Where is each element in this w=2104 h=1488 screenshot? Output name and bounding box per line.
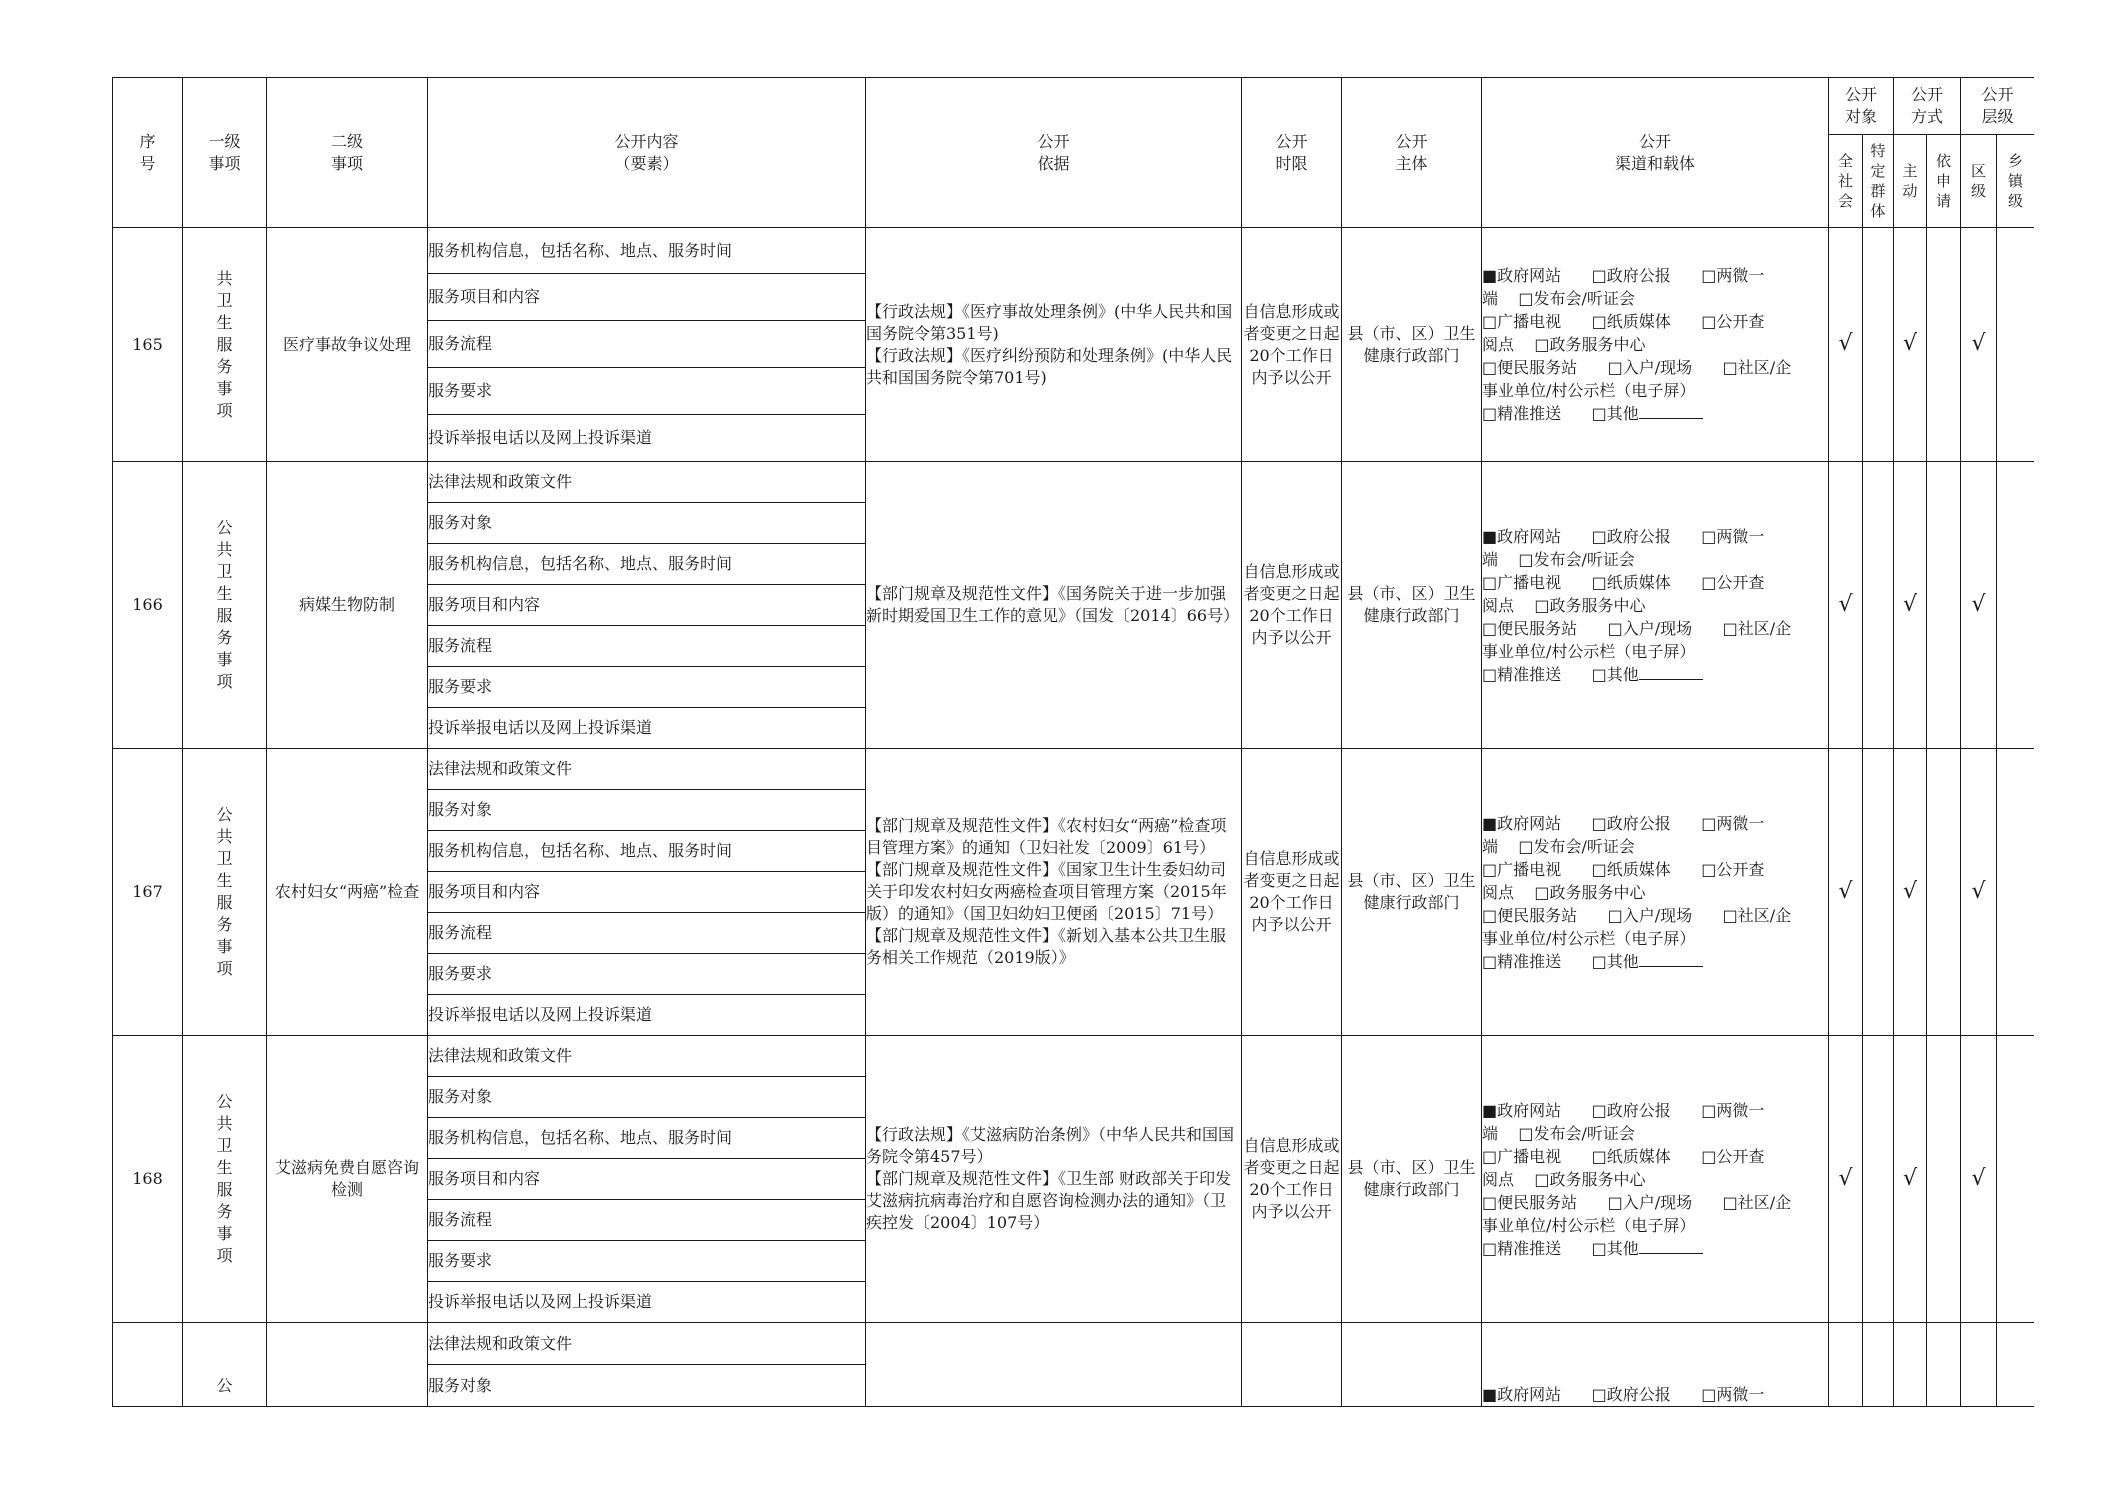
row-subject: 县（市、区）卫生健康行政部门 bbox=[1342, 462, 1482, 749]
row-mark-cell bbox=[1863, 1323, 1894, 1407]
header-level-town: 乡镇级 bbox=[1997, 135, 2034, 228]
channel-line: □精准推送 □其他 bbox=[1482, 402, 1828, 425]
content-item: 服务机构信息，包括名称、地点、服务时间 bbox=[428, 544, 866, 585]
content-item: 法律法规和政策文件 bbox=[428, 1036, 866, 1077]
row-subject: 县（市、区）卫生健康行政部门 bbox=[1342, 1036, 1482, 1323]
row-mark-cell bbox=[1997, 1323, 2034, 1407]
channel-line: 事业单位/村公示栏（电子屏） bbox=[1482, 381, 1696, 400]
channel-line: 阅点 □政务服务中心 bbox=[1482, 595, 1646, 615]
header-method-active: 主动 bbox=[1894, 135, 1927, 228]
row-level1: 公共卫生服务事项 bbox=[183, 749, 267, 1036]
row-channels bbox=[1482, 228, 1829, 462]
row-level1: 公共卫生服务事项 bbox=[183, 1036, 267, 1323]
row-basis: 【行政法规】《医疗事故处理条例》(中华人民共和国国务院令第351号) 【行政法规】《医疗纠纷预防和处理条例》(中华人民共和国国务院令第701号) bbox=[866, 228, 1242, 462]
row-seq: 168 bbox=[113, 1036, 183, 1323]
content-item: 服务要求 bbox=[428, 667, 866, 708]
content-item: 投诉举报电话以及网上投诉渠道 bbox=[428, 995, 866, 1036]
header-level1: 一级事项 bbox=[183, 78, 267, 228]
content-item: 服务项目和内容 bbox=[428, 585, 866, 626]
table-row bbox=[113, 228, 2035, 274]
row-seq bbox=[113, 1323, 183, 1407]
check-mark: √ bbox=[1903, 878, 1918, 904]
header-basis: 公开 依据 bbox=[866, 78, 1242, 228]
content-item: 服务流程 bbox=[428, 626, 866, 667]
content-item: 服务对象 bbox=[428, 1365, 866, 1407]
check-active bbox=[1894, 228, 1927, 462]
blank-line bbox=[1639, 952, 1703, 967]
row-mark-cell bbox=[1961, 1323, 1997, 1407]
check-mark: √ bbox=[1971, 878, 1986, 904]
table-row bbox=[113, 1036, 2035, 1077]
row-mark-cell bbox=[1927, 1323, 1961, 1407]
check-apply bbox=[1927, 228, 1961, 462]
content-item: 法律法规和政策文件 bbox=[428, 462, 866, 503]
check-mark: √ bbox=[1971, 1165, 1986, 1191]
header-target-group: 公开 对象 bbox=[1829, 78, 1894, 135]
channel-line: □广播电视 □纸质媒体 □公开查 bbox=[1482, 859, 1765, 879]
header-subject: 公开 主体 bbox=[1342, 78, 1482, 228]
blank-line bbox=[1639, 1239, 1703, 1254]
disclosure-table bbox=[112, 77, 2034, 1420]
check-all bbox=[1829, 228, 1863, 462]
content-item: 投诉举报电话以及网上投诉渠道 bbox=[428, 708, 866, 749]
channel-line: □精准推送 □其他 bbox=[1482, 663, 1828, 686]
check-district bbox=[1961, 749, 1997, 1036]
header-method-group: 公开 方式 bbox=[1894, 78, 1961, 135]
channel-line: □便民服务站 □入户/现场 □社区/企 bbox=[1482, 618, 1792, 638]
content-item: 投诉举报电话以及网上投诉渠道 bbox=[428, 1282, 866, 1323]
header-level-district: 区级 bbox=[1961, 135, 1997, 228]
channel-line: 事业单位/村公示栏（电子屏） bbox=[1482, 928, 1696, 948]
channel-line: □广播电视 □纸质媒体 □公开查 bbox=[1482, 312, 1765, 331]
row-level2: 医疗事故争议处理 bbox=[267, 228, 428, 462]
check-mark: √ bbox=[1838, 591, 1853, 617]
content-item: 法律法规和政策文件 bbox=[428, 749, 866, 790]
header-target-specific: 特定群体 bbox=[1863, 135, 1894, 228]
row-channels bbox=[1482, 1036, 1829, 1323]
row-subject bbox=[1342, 1323, 1482, 1407]
content-item: 服务流程 bbox=[428, 321, 866, 368]
channel-line: □广播电视 □纸质媒体 □公开查 bbox=[1482, 572, 1765, 592]
row-time: 自信息形成或者变更之日起20个工作日内予以公开 bbox=[1242, 462, 1342, 749]
check-mark: √ bbox=[1971, 331, 1986, 356]
check-apply bbox=[1927, 749, 1961, 1036]
check-specific bbox=[1863, 462, 1894, 749]
header-method-apply: 依申请 bbox=[1927, 135, 1961, 228]
row-subject: 县（市、区）卫生健康行政部门 bbox=[1342, 749, 1482, 1036]
check-mark: √ bbox=[1903, 1165, 1918, 1191]
channel-line: 端 □发布会/听证会 bbox=[1482, 836, 1635, 856]
row-mark-cell bbox=[1894, 1323, 1927, 1407]
channel-line: 阅点 □政务服务中心 bbox=[1482, 1169, 1646, 1189]
check-town bbox=[1997, 462, 2034, 749]
table-row bbox=[113, 749, 2035, 790]
row-seq: 165 bbox=[113, 228, 183, 462]
row-time: 自信息形成或者变更之日起20个工作日内予以公开 bbox=[1242, 749, 1342, 1036]
check-all bbox=[1829, 749, 1863, 1036]
row-time: 自信息形成或者变更之日起20个工作日内予以公开 bbox=[1242, 228, 1342, 462]
row-level1: 公 bbox=[183, 1323, 267, 1407]
check-district bbox=[1961, 1036, 1997, 1323]
channel-line: 事业单位/村公示栏（电子屏） bbox=[1482, 1215, 1696, 1235]
content-item: 法律法规和政策文件 bbox=[428, 1323, 866, 1365]
header-level-group: 公开 层级 bbox=[1961, 78, 2034, 135]
header-time: 公开 时限 bbox=[1242, 78, 1342, 228]
row-channels bbox=[1482, 749, 1829, 1036]
row-level1: 公共卫生服务事项 bbox=[183, 462, 267, 749]
row-basis: 【部门规章及规范性文件】《农村妇女“两癌”检查项目管理方案》的通知（卫妇社发〔2009〕61号） 【部门规章及规范性文件】《国家卫生计生委妇幼司关于印发农村妇女两癌检查项目管理方案（2015年版）的通知》（国卫妇幼妇卫便函〔2015〕71号） 【部门规章及规范性文件】《新划入基本公共卫生服务相关工作规范（2019版）》 bbox=[866, 749, 1242, 1036]
row-channels bbox=[1482, 1323, 1829, 1407]
header-channel: 公开 渠道和载体 bbox=[1482, 78, 1829, 228]
content-item: 服务项目和内容 bbox=[428, 274, 866, 321]
check-mark: √ bbox=[1903, 591, 1918, 617]
row-mark-cell bbox=[1829, 1323, 1863, 1407]
channel-line: 阅点 □政务服务中心 bbox=[1482, 335, 1646, 354]
check-mark: √ bbox=[1838, 878, 1853, 904]
channel-line: □精准推送 □其他 bbox=[1482, 1237, 1828, 1260]
content-item: 服务机构信息，包括名称、地点、服务时间 bbox=[428, 228, 866, 274]
content-item: 服务要求 bbox=[428, 368, 866, 415]
row-level2 bbox=[267, 1323, 428, 1407]
content-item: 服务机构信息，包括名称、地点、服务时间 bbox=[428, 1118, 866, 1159]
row-level2: 农村妇女“两癌”检查 bbox=[267, 749, 428, 1036]
check-all bbox=[1829, 462, 1863, 749]
row-channels bbox=[1482, 462, 1829, 749]
content-item: 服务要求 bbox=[428, 1241, 866, 1282]
check-specific bbox=[1863, 749, 1894, 1036]
channel-line: ■政府网站 □政府公报 □两微一 bbox=[1482, 1100, 1765, 1120]
channel-line: □便民服务站 □入户/现场 □社区/企 bbox=[1482, 1192, 1792, 1212]
content-item: 服务对象 bbox=[428, 790, 866, 831]
blank-line bbox=[1639, 665, 1703, 680]
check-mark: √ bbox=[1838, 1165, 1853, 1191]
channel-line: ■政府网站 □政府公报 □两微一 bbox=[1482, 1385, 1765, 1404]
check-mark: √ bbox=[1838, 331, 1853, 356]
check-town bbox=[1997, 228, 2034, 462]
channel-line: □便民服务站 □入户/现场 □社区/企 bbox=[1482, 905, 1792, 925]
content-item: 服务要求 bbox=[428, 954, 866, 995]
check-apply bbox=[1927, 1036, 1961, 1323]
check-apply bbox=[1927, 462, 1961, 749]
table-row bbox=[113, 462, 2035, 503]
channel-line: □广播电视 □纸质媒体 □公开查 bbox=[1482, 1146, 1765, 1166]
check-specific bbox=[1863, 1036, 1894, 1323]
check-district bbox=[1961, 228, 1997, 462]
channel-line: □便民服务站 □入户/现场 □社区/企 bbox=[1482, 358, 1792, 377]
channel-line: □精准推送 □其他 bbox=[1482, 950, 1828, 973]
channel-line: ■政府网站 □政府公报 □两微一 bbox=[1482, 526, 1765, 546]
header-seq: 序号 bbox=[113, 78, 183, 228]
row-level2: 病媒生物防制 bbox=[267, 462, 428, 749]
row-seq: 167 bbox=[113, 749, 183, 1036]
content-item: 服务流程 bbox=[428, 1200, 866, 1241]
row-time: 自信息形成或者变更之日起20个工作日内予以公开 bbox=[1242, 1036, 1342, 1323]
content-item: 服务流程 bbox=[428, 913, 866, 954]
check-mark: √ bbox=[1903, 331, 1918, 356]
check-specific bbox=[1863, 228, 1894, 462]
row-level2: 艾滋病免费自愿咨询检测 bbox=[267, 1036, 428, 1323]
row-seq: 166 bbox=[113, 462, 183, 749]
content-item: 投诉举报电话以及网上投诉渠道 bbox=[428, 415, 866, 462]
channel-line: 端 □发布会/听证会 bbox=[1482, 549, 1635, 569]
row-basis: 【行政法规】《艾滋病防治条例》（中华人民共和国国务院令第457号） 【部门规章及规范性文件】《卫生部 财政部关于印发艾滋病抗病毒治疗和自愿咨询检测办法的通知》（卫疾控发〔2004〕107号） bbox=[866, 1036, 1242, 1323]
check-town bbox=[1997, 749, 2034, 1036]
row-level1: 共卫生服务事项 bbox=[183, 228, 267, 462]
check-town bbox=[1997, 1036, 2034, 1323]
content-item: 服务项目和内容 bbox=[428, 1159, 866, 1200]
channel-line: 阅点 □政务服务中心 bbox=[1482, 882, 1646, 902]
check-mark: √ bbox=[1971, 591, 1986, 617]
check-district bbox=[1961, 462, 1997, 749]
content-item: 服务项目和内容 bbox=[428, 872, 866, 913]
check-active bbox=[1894, 749, 1927, 1036]
table-row bbox=[113, 1323, 2035, 1365]
content-item: 服务对象 bbox=[428, 503, 866, 544]
content-item: 服务对象 bbox=[428, 1077, 866, 1118]
channel-line: 端 □发布会/听证会 bbox=[1482, 1123, 1635, 1143]
row-basis: 【部门规章及规范性文件】《国务院关于进一步加强新时期爱国卫生工作的意见》（国发〔2014〕66号） bbox=[866, 462, 1242, 749]
check-active bbox=[1894, 1036, 1927, 1323]
check-active bbox=[1894, 462, 1927, 749]
channel-line: ■政府网站 □政府公报 □两微一 bbox=[1482, 813, 1765, 833]
header-level2: 二级事项 bbox=[267, 78, 428, 228]
channel-line: 端 □发布会/听证会 bbox=[1482, 289, 1635, 308]
row-basis bbox=[866, 1323, 1242, 1407]
content-item: 服务机构信息，包括名称、地点、服务时间 bbox=[428, 831, 866, 872]
row-time bbox=[1242, 1323, 1342, 1407]
channel-line: ■政府网站 □政府公报 □两微一 bbox=[1482, 266, 1765, 285]
blank-line bbox=[1639, 404, 1703, 419]
header-target-all: 全社会 bbox=[1829, 135, 1863, 228]
header-content: 公开内容 （要素） bbox=[428, 78, 866, 228]
check-all bbox=[1829, 1036, 1863, 1323]
channel-line: 事业单位/村公示栏（电子屏） bbox=[1482, 641, 1696, 661]
row-subject: 县（市、区）卫生健康行政部门 bbox=[1342, 228, 1482, 462]
